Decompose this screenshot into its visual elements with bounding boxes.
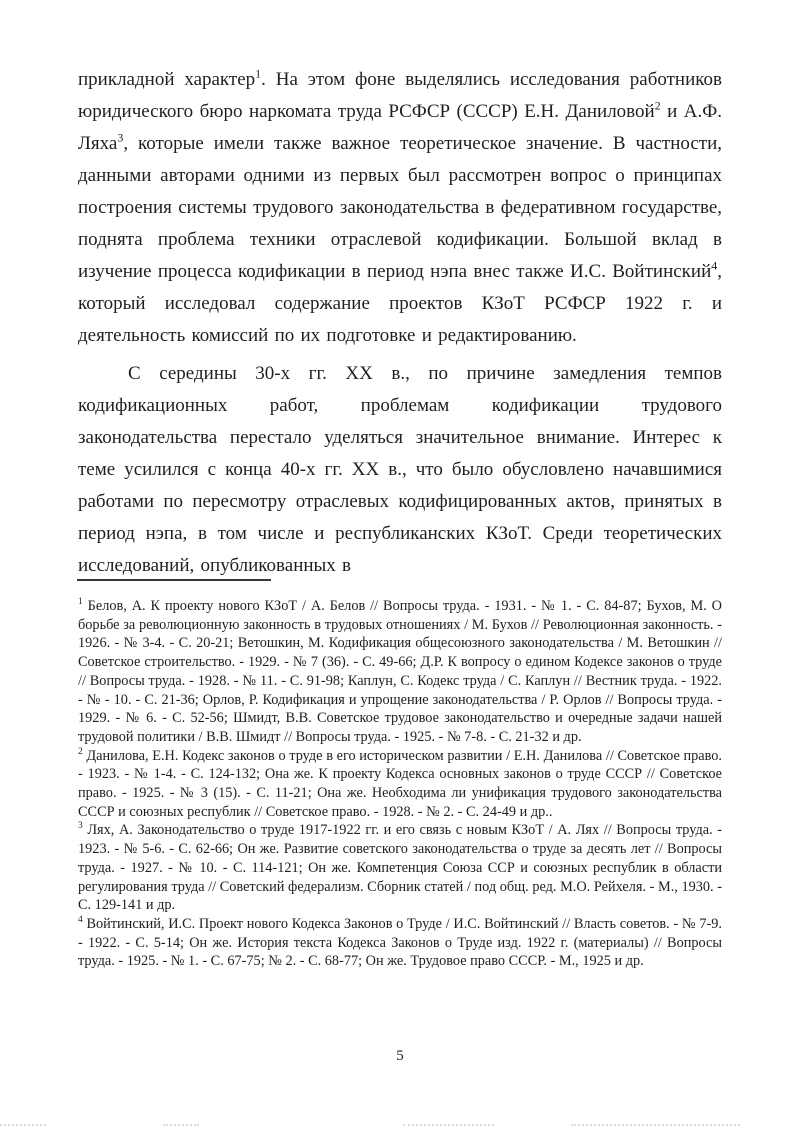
paragraph-2: С середины 30-х гг. ХХ в., по причине замедления темпов кодификационных работ, проблемам кодификации трудового законодательства перестало уделяться значительное внимание. Интерес к теме усилился с конца 40-х гг. ХХ в., что было обусловлено начавшимися работами по пересмотру отраслевых кодифицированных актов, принятых в период нэпа, в том числе и республиканских КЗоТ. Среди теоретических исследований, опубликованных в xyxy=(78,363,722,576)
scan-artifacts xyxy=(0,1124,800,1127)
footnote-4: $^4$ Войтинский, И.С. Проект нового Кодекса Законов о Труде / И.С. Войтинский // Власть советов. - № 7-9. - 1922. - С. 5-14; Он же. История текста Кодекса Законов о Труде изд. 1922 г. (материалы) // Вопросы труда. - 1925. - № 1. - С. 67-75; № 2. - С. 68-77; Он же. Трудовое право СССР. - М., 1925 и др. xyxy=(78,915,722,970)
footnote-separator xyxy=(77,579,271,581)
footnote-1: $^1$ Белов, А. К проекту нового КЗоТ / А. Белов // Вопросы труда. - 1931. - № 1. - С. 84-87; Бухов, М. О борьбе за революционную законность в трудовых отношениях / М. Бухов // Революционная законность. - 1926. - № 3-4. - С. 20-21; Ветошкин, М. Кодификация общесоюзного законодательства / М. Ветошкин // Советское строительство. - 1929. - № 7 (36). - С. 49-66; Д.Р. К вопросу о едином Кодексе законов о труде // Вопросы труда. - 1928. - № 11. - С. 91-98; Каплун, С. Кодекс труда / С. Каплун // Вестник труда. - 1922. - № - 10. - С. 21-36; Орлов, Р. Кодификация и упрощение законодательства / Р. Орлов // Вопросы труда. - 1929. - № 6. - С. 52-56; Шмидт, В.В. Советское трудовое законодательство и очередные задачи нашей трудовой политики / В.В. Шмидт // Вопросы труда. - 1925. - № 7-8. - С. 21-32 и др. xyxy=(78,597,722,745)
scan-artifact-line xyxy=(163,1124,199,1126)
footnote-ref-1: 1 xyxy=(255,66,262,81)
footnote-marker-4: 4 xyxy=(78,915,83,926)
footnote-ref-3: 3 xyxy=(117,130,124,145)
scan-artifact-line xyxy=(0,1124,46,1126)
footnote-3: $^3$ Лях, А. Законодательство о труде 1917-1922 гг. и его связь с новым КЗоТ / А. Лях // Вопросы труда. - 1923. - № 5-6. - С. 62-66; Он же. Развитие советского законодательства о труде за десять лет // Вопросы труда. - 1927. - № 10. - С. 114-121; Он же. Компетенция Союза ССР и союзных республик в области регулирования труда // Советский федерализм. Сборник статей / под общ. ред. М.О. Рейхеля. - М., 1930. - С. 129-141 и др. xyxy=(78,821,722,914)
footnote-marker-1: 1 xyxy=(78,597,83,608)
body-text xyxy=(78,64,722,582)
footnote-marker-3: 3 xyxy=(78,821,83,832)
footnote-ref-4: 4 xyxy=(711,258,718,273)
page-number: 5 xyxy=(396,1048,404,1064)
footnote-marker-2: 2 xyxy=(78,746,83,757)
scan-artifact-line xyxy=(403,1124,494,1126)
scan-artifact-line xyxy=(571,1124,740,1126)
paragraph-1: прикладной характер$^1$. На этом фоне выделялись исследования работников юридического бюро наркомата труда РСФСР (СССР) Е.Н. Даниловой$^2$ и А.Ф. Ляха$^3$, которые имели также важное теоретическое значение. В частности, данными авторами одними из первых был рассмотрен вопрос о принципах построения системы трудового законодательства в федеративном государстве, поднята проблема техники отраслевой кодификации. Большой вклад в изучение процесса кодификации в период нэпа внес также И.С. Войтинский$^4$, который исследовал содержание проектов КЗоТ РСФСР 1922 г. и деятельность комиссий по их подготовке и редактированию. xyxy=(78,66,723,346)
footnotes-section xyxy=(78,597,722,971)
footnote-ref-2: 2 xyxy=(654,98,661,113)
footnote-2: $^2$ Данилова, Е.Н. Кодекс законов о труде в его историческом развитии / Е.Н. Данилова // Советское право. - 1923. - № 1-4. - С. 124-132; Она же. К проекту Кодекса основных законов о труде СССР // Советское право. - 1925. - № 3 (15). - С. 11-21; Она же. Необходима ли унификация трудового законодательства СССР и союзных республик // Советское право. - 1928. - № 2. - С. 24-49 и др.. xyxy=(78,746,722,820)
